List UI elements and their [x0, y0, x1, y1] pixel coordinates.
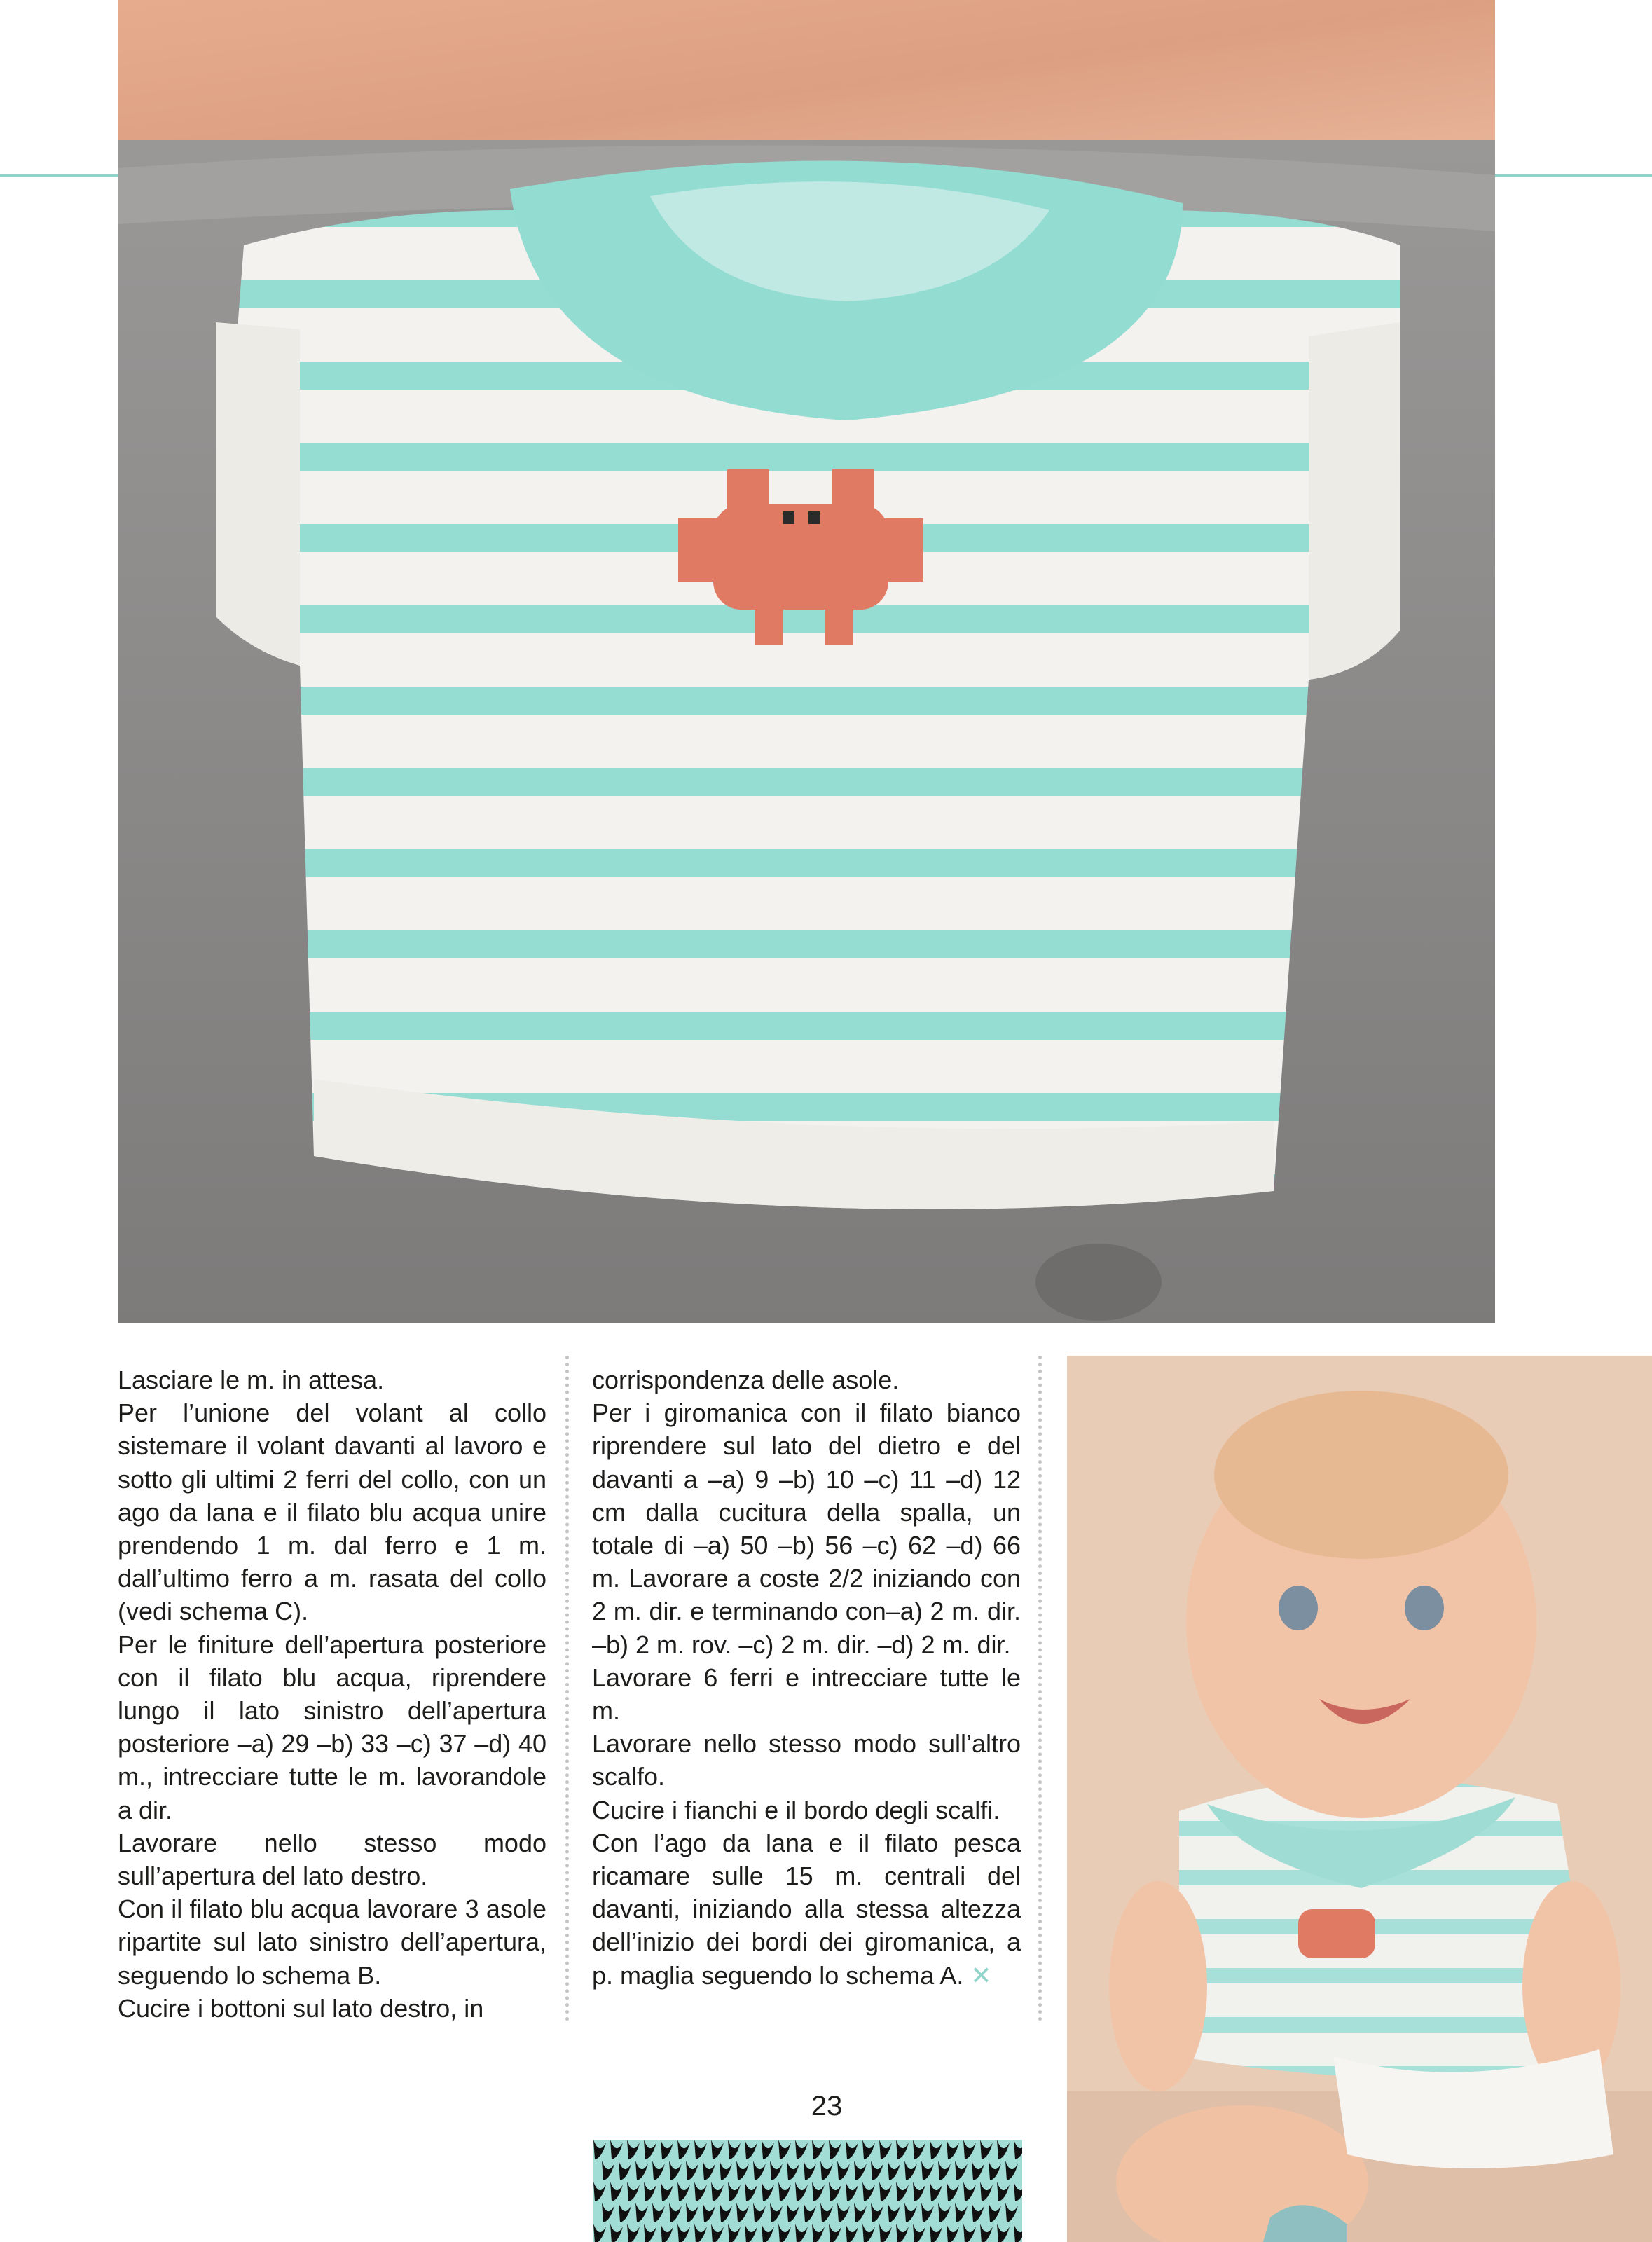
paragraph: [592, 1827, 1021, 1992]
column-divider-2: [1038, 1356, 1042, 2021]
paragraph: Cucire i fianchi e il bordo degli scalfi.: [592, 1795, 1000, 1824]
paragraph: Lavorare nello stesso modo sull’altro scalfo.: [592, 1729, 1021, 1791]
paragraph: corrispondenza delle asole.: [592, 1366, 900, 1394]
paragraph: Cucire i bottoni sul lato destro, in: [118, 1993, 484, 2023]
accent-rule-left: [0, 174, 118, 177]
end-of-article-icon: ✕: [970, 1960, 992, 1990]
paragraph: Per le finiture dell’apertura posteriore con il filato blu acqua, riprendere lungo il lato sinistro dell’apertura posteriore –a) 29 –b) 33 –c) 37 –d) 40 m., intrecciare tutte le m. lavorandole a dir.: [118, 1630, 546, 1824]
paragraph: Lavorare 6 ferri e intrecciare tutte le m.: [592, 1663, 1021, 1726]
instructions-column-2: [592, 1363, 1021, 1992]
column-divider-1: [565, 1356, 569, 2021]
paragraph: Lavorare nello stesso modo sull’apertura del lato destro.: [118, 1828, 546, 1891]
baby-photo: [1067, 1356, 1652, 2242]
paragraph: Per i giromanica con il filato bianco riprendere sul lato del dietro e del davanti a –a) 9 –b) 10 –c) 11 –d) 12 cm dalla cucitura della spalla, un totale di –a) 50 –b) 56 –c) 62 –d) 66 m. Lavorare a coste 2/2 iniziando con 2 m. dir. e terminando con–a) 2 m. dir. –b) 2 m. rov. –c) 2 m. dir. –d) 2 m. dir.: [592, 1398, 1021, 1659]
page-number: 23: [811, 2091, 843, 2121]
paragraph: Per l’unione del volant al collo sistemare il volant davanti al lavoro e sotto gli ultimi 2 ferri del collo, con un ago da lana e il filato blu acqua unire prendendo 1 m. dal ferro e 1 m. dall’ultimo ferro a m. rasata del collo (vedi schema C).: [118, 1398, 546, 1626]
paragraph: Lasciare le m. in attesa.: [118, 1366, 385, 1394]
paragraph: Con il filato blu acqua lavorare 3 asole ripartite sul lato sinistro dell’apertura, seguendo lo schema B.: [118, 1894, 546, 1990]
accent-rule-right: [1495, 174, 1652, 177]
sweater-photo: [118, 0, 1495, 1323]
instructions-column-1: [118, 1363, 546, 2025]
paragraph-text: Con l’ago da lana e il filato pesca ricamare sulle 15 m. centrali del davanti, iniziando alla stessa altezza dell’inizio dei bordi dei giromanica, a p. maglia seguendo lo schema A.: [592, 1828, 1021, 1990]
knit-swatch-image: [593, 2140, 1022, 2242]
